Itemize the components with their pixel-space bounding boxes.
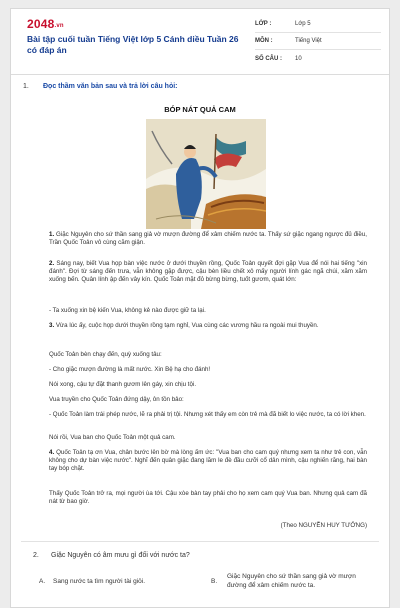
question-prompt: Đọc thầm văn bản sau và trả lời câu hỏi: <box>43 83 178 90</box>
story-paragraph <box>49 366 367 374</box>
story-paragraph <box>49 381 367 389</box>
option-text: Giặc Nguyên cho sứ thần sang giả vờ mượn đường để xâm chiếm nước ta. <box>227 573 356 589</box>
question-number: 1. <box>23 83 29 90</box>
meta-row-subject <box>255 33 381 50</box>
story-paragraph <box>49 351 367 359</box>
paragraph-number: 2. <box>49 260 55 267</box>
paragraph-text: Thấy Quốc Toản trở ra, mọi người ùa tới. Cậu xòe bàn tay phải cho họ xem cam quý Vua ban. Nhưng quả cam đã nát từ bao giờ. <box>49 490 367 506</box>
meta-value: Tiếng Việt <box>295 38 322 44</box>
paragraph-text: Sáng nay, biết Vua họp bàn việc nước ở dưới thuyền rồng, Quốc Toản quyết đợi gặp Vua để nói hai tiếng "xin đánh". Đợi từ sáng đến trưa, vẫn không gặp được, cậu bèn liều chết xô mấy người lính gác ngã chúi, xăm xăm xuống bến. Quân lính ập đến vây kín. Quốc Toản mặt đỏ bừng bừng, tuốt gươm, quát lớn: <box>49 260 367 284</box>
paragraph-number: 1. <box>49 231 55 238</box>
meta-key: LỚP : <box>255 21 272 27</box>
section-divider <box>21 541 379 542</box>
option-letter: B. <box>211 578 218 585</box>
worksheet-header <box>11 9 389 75</box>
option-letter: A. <box>39 578 46 585</box>
page-title: Bài tập cuối tuần Tiếng Việt lớp 5 Cánh diều Tuần 26 có đáp án <box>27 34 239 55</box>
story-paragraph <box>49 449 367 474</box>
question-prompt: Giặc Nguyên có âm mưu gì đối với nước ta? <box>51 552 190 559</box>
story-paragraph <box>49 490 367 506</box>
story-title: BÓP NÁT QUẢ CAM <box>164 105 236 114</box>
meta-key: SỐ CÂU : <box>255 55 282 62</box>
logo-domain: .vn <box>54 23 64 29</box>
paragraph-text: - Quốc Toản làm trái phép nước, lẽ ra phải trị tội. Nhưng xét thấy em còn trẻ mà đã biết lo việc nước, ta có lời khen. <box>49 411 366 418</box>
question-number: 2. <box>33 552 39 559</box>
paragraph-text: - Cho giặc mượn đường là mất nước. Xin Bệ hạ cho đánh! <box>49 366 211 373</box>
paragraph-text: Vua truyền cho Quốc Toản đứng dậy, ôn tồn bảo: <box>49 396 184 403</box>
story-paragraph <box>49 396 367 404</box>
meta-value: 10 <box>295 55 302 62</box>
paragraph-text: Nói xong, cậu tự đặt thanh gươm lên gáy, xin chịu tội. <box>49 381 197 388</box>
story-paragraph <box>49 411 367 419</box>
paragraph-text: Quốc Toản bèn chạy đến, quỳ xuống tâu: <box>49 351 162 358</box>
meta-table <box>255 16 381 67</box>
story-paragraph <box>49 307 367 315</box>
paragraph-text: Quốc Toản tạ ơn Vua, chân bước lên bờ mà lòng ấm ức: "Vua ban cho cam quý nhưng xem ta như trẻ con, vẫn không cho dự bàn việc nước". Nghĩ đến quân giặc đang lăm le đè đầu cưỡi cổ dân mình, cậu nghiến răng, hai bàn tay bóp chặt. <box>49 449 367 473</box>
logo-text: 2048 <box>27 17 55 31</box>
meta-row-grade <box>255 16 381 33</box>
paragraph-number: 4. <box>49 449 55 456</box>
paragraph-text: Giặc Nguyên cho sứ thần sang giả vờ mượn đường để xâm chiếm nước ta. Thấy sứ giặc ngang ngược đủ điều, Trần Quốc Toản vô cùng căm giận. <box>49 231 367 247</box>
site-logo[interactable] <box>27 17 64 31</box>
story-paragraph <box>49 434 367 442</box>
paragraph-text: Nói rồi, Vua ban cho Quốc Toản một quả cam. <box>49 434 176 441</box>
option-text: Sang nước ta tìm người tài giỏi. <box>53 578 146 585</box>
paragraph-text: - Ta xuống xin bệ kiến Vua, không kẻ nào được giữ ta lại. <box>49 307 206 314</box>
paragraph-number: 3. <box>49 322 55 329</box>
worksheet-page <box>10 8 390 608</box>
meta-key: MÔN : <box>255 38 273 44</box>
meta-value: Lớp 5 <box>295 21 311 27</box>
story-paragraph <box>49 231 367 247</box>
story-paragraph <box>49 260 367 285</box>
story-paragraph <box>49 322 367 330</box>
story-author: (Theo NGUYỄN HUY TƯỞNG) <box>280 522 367 529</box>
story-illustration <box>146 119 266 229</box>
paragraph-text: Vừa lúc ấy, cuộc họp dưới thuyền rồng tạm nghỉ, Vua cùng các vương hầu ra ngoài mui thuyền. <box>54 322 319 329</box>
meta-row-count <box>255 50 381 67</box>
